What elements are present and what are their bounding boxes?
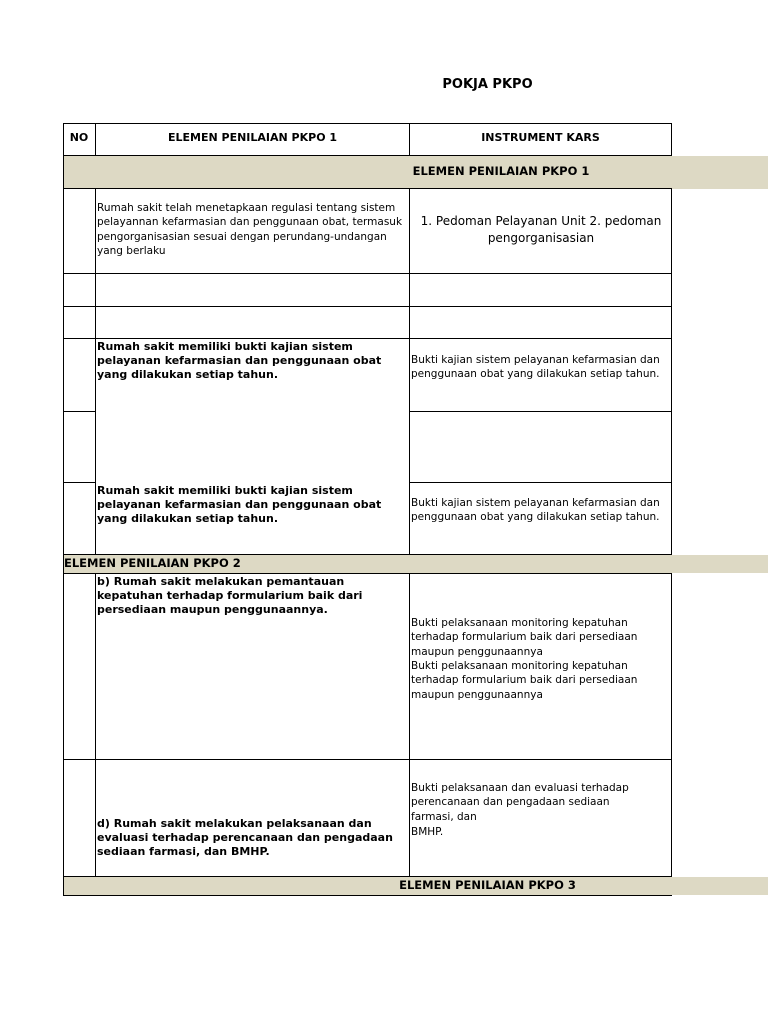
section-title-3: ELEMEN PENILAIAN PKPO 3 <box>399 878 576 892</box>
row8-instrument-2: BMHP. <box>411 826 444 838</box>
row7-elemen: b) Rumah sakit melakukan pemantauan kepatuhan terhadap formularium baik dari persediaan maupun penggunaannya. <box>97 575 363 616</box>
row6-instrument: Bukti kajian sistem pelayanan kefarmasian dan penggunaan obat yang dilakukan setiap tahun. <box>411 497 660 524</box>
page-title: POKJA PKPO <box>442 77 533 92</box>
row7-instrument-1: Bukti pelaksanaan monitoring kepatuhan terhadap formularium baik dari persediaan maupun penggunaannya <box>411 617 638 658</box>
section-title-1: ELEMEN PENILAIAN PKPO 1 <box>412 164 590 178</box>
row4-elemen: Rumah sakit memiliki bukti kajian sistem pelayanan kefarmasian dan penggunaan obat yang dilakukan setiap tahun. <box>97 340 382 381</box>
row8-instrument-1: Bukti pelaksanaan dan evaluasi terhadap perencanaan dan pengadaan sediaan farmasi, dan <box>411 782 629 823</box>
section-title-2: ELEMEN PENILAIAN PKPO 2 <box>64 556 241 570</box>
header-elemen: ELEMEN PENILAIAN PKPO 1 <box>167 131 338 144</box>
row8-elemen: d) Rumah sakit melakukan pelaksanaan dan evaluasi terhadap perencanaan dan pengadaan sediaan farmasi, dan BMHP. <box>97 817 393 858</box>
header-instrument: INSTRUMENT KARS <box>481 131 600 144</box>
header-no: NO <box>69 131 89 144</box>
row7-instrument-2: Bukti pelaksanaan monitoring kepatuhan terhadap formularium baik dari persediaan maupun penggunaannya <box>411 660 638 701</box>
row1-instrument: 1. Pedoman Pelayanan Unit 2. pedoman pengorganisasian <box>420 214 662 245</box>
row6-elemen: Rumah sakit memiliki bukti kajian sistem pelayanan kefarmasian dan penggunaan obat yang dilakukan setiap tahun. <box>97 484 382 525</box>
row1-elemen: Rumah sakit telah menetapkaan regulasi tentang sistem pelayannan kefarmasian dan penggunaan obat, termasuk pengorganisasian sesuai dengan perundang-undangan yang berlaku <box>97 202 403 257</box>
row4-instrument: Bukti kajian sistem pelayanan kefarmasian dan penggunaan obat yang dilakukan setiap tahun. <box>411 354 660 381</box>
